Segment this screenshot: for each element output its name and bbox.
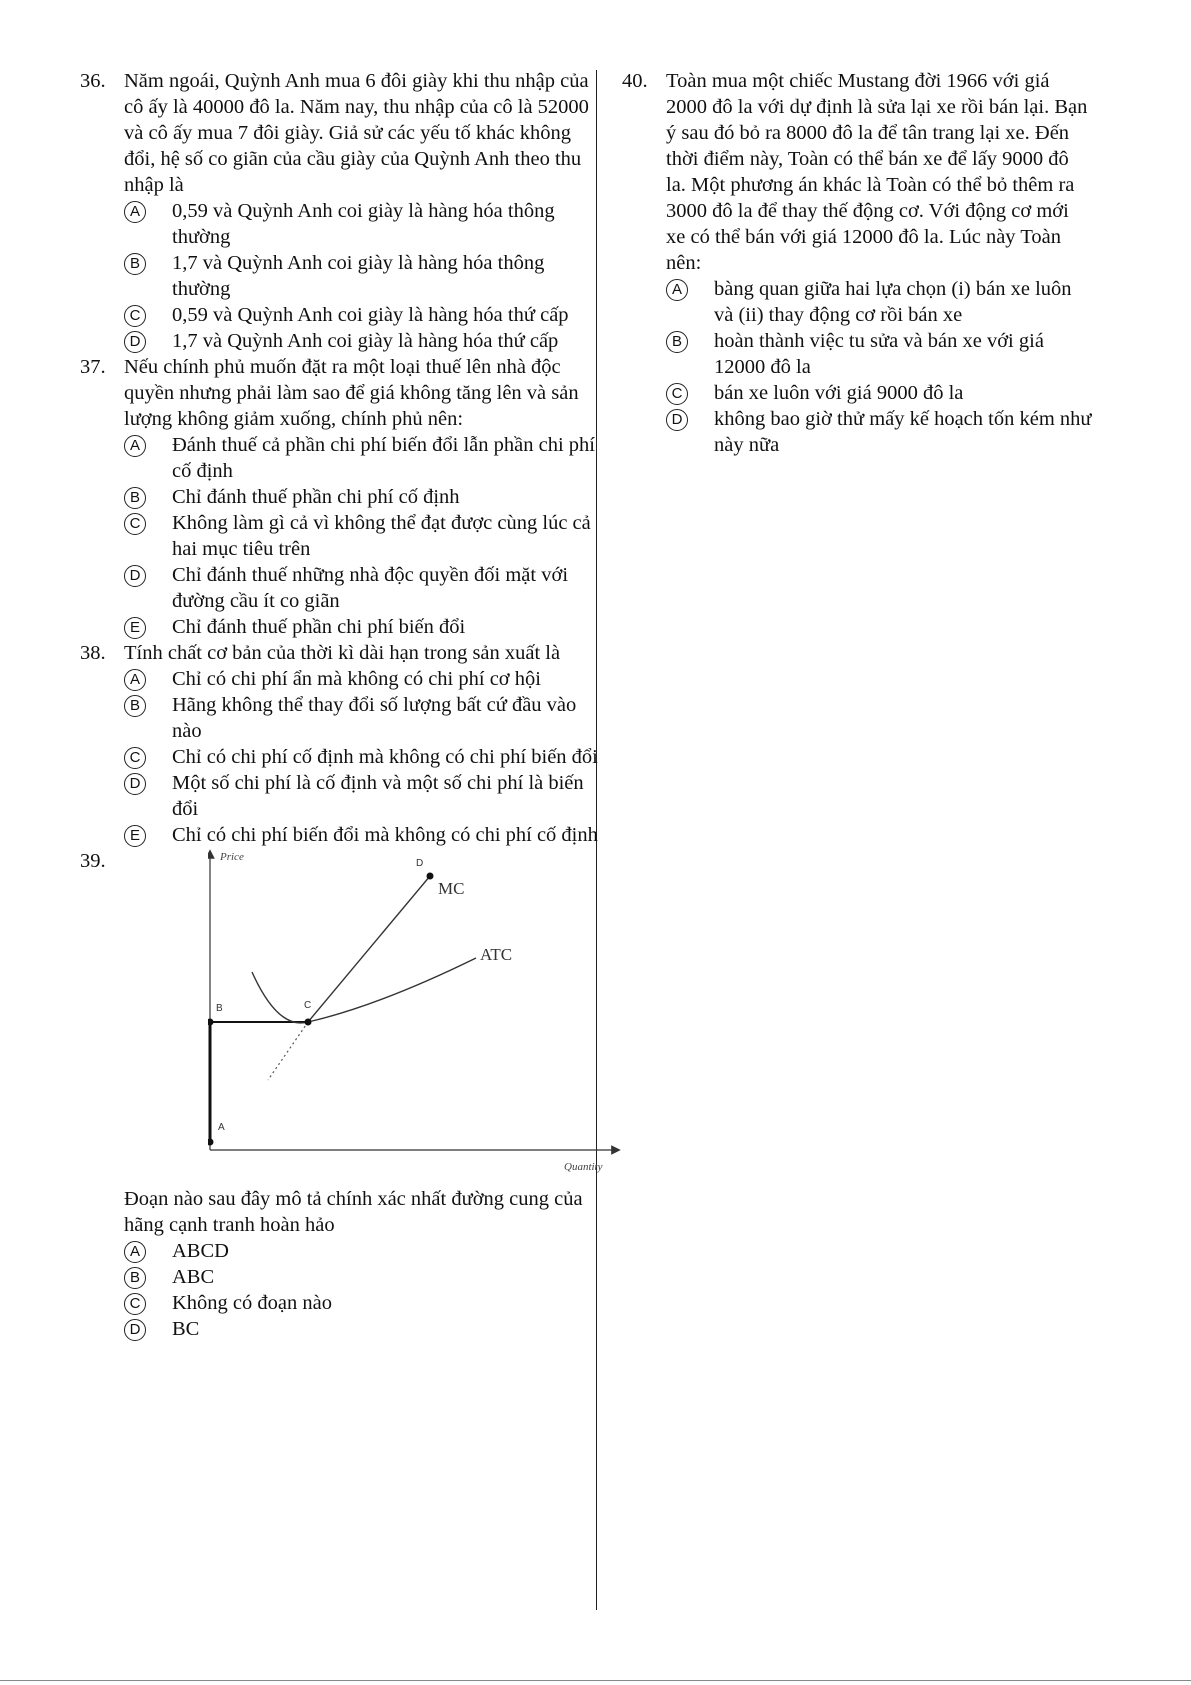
option-text: Một số chi phí là cố định và một số chi phí là biến đổi <box>172 772 584 820</box>
option-text: hoàn thành việc tu sửa và bán xe với giá 12000 đô la <box>714 330 1044 378</box>
mc-dotted-extension <box>268 1022 308 1080</box>
option-text: ABC <box>172 1266 215 1288</box>
option-text: 0,59 và Quỳnh Anh coi giày là hàng hóa thứ cấp <box>172 304 569 326</box>
question-text: Tính chất cơ bản của thời kì dài hạn trong sản xuất là <box>124 642 561 664</box>
option-text: Hãng không thể thay đổi số lượng bất cứ đầu vào nào <box>172 694 577 742</box>
option-d[interactable] <box>666 406 1092 458</box>
point-b <box>208 1019 214 1026</box>
option-d[interactable] <box>124 562 600 614</box>
question-number: 40. <box>622 70 648 92</box>
label-atc: ATC <box>480 945 513 964</box>
label-c: C <box>304 1000 312 1011</box>
cost-curve-chart <box>124 848 603 1178</box>
footer-rule <box>0 1680 1191 1681</box>
option-b[interactable] <box>124 250 600 302</box>
option-letter: E <box>124 617 146 639</box>
question-text-wrap <box>124 1186 600 1342</box>
option-letter: B <box>124 695 146 717</box>
option-text: Chỉ có chi phí cố định mà không có chi phí biến đổi <box>172 746 598 768</box>
label-d: D <box>416 858 424 869</box>
option-c[interactable] <box>124 744 600 770</box>
option-letter: B <box>124 1267 146 1289</box>
point-d <box>427 873 434 880</box>
option-text: Không có đoạn nào <box>172 1292 332 1314</box>
option-letter: E <box>124 825 146 847</box>
option-text: Chỉ đánh thuế phần chi phí biến đổi <box>172 616 466 638</box>
option-letter: C <box>124 747 146 769</box>
option-letter: D <box>124 331 146 353</box>
question-number: 37. <box>80 356 106 378</box>
question-number: 39. <box>80 850 106 872</box>
option-a[interactable] <box>124 666 600 692</box>
label-mc: MC <box>438 879 465 898</box>
question-text: Năm ngoái, Quỳnh Anh mua 6 đôi giày khi thu nhập của cô ấy là 40000 đô la. Năm nay, thu nhập của cô là 52000 và cô ấy mua 7 đôi giày. Giả sử các yếu tố khác không đổi, hệ số co giãn của cầu giày của Quỳnh Anh theo thu nhập là <box>124 70 589 196</box>
option-text: Đánh thuế cả phần chi phí biến đổi lẫn phần chi phí cố định <box>172 434 595 482</box>
label-b: B <box>216 1003 223 1014</box>
option-text: 0,59 và Quỳnh Anh coi giày là hàng hóa thông thường <box>172 200 555 248</box>
option-c[interactable] <box>124 302 600 328</box>
right-column <box>622 68 1092 458</box>
question-40 <box>622 68 1092 458</box>
question-text: Đoạn nào sau đây mô tả chính xác nhất đường cung của hãng cạnh tranh hoàn hảo <box>124 1188 583 1236</box>
atc-curve <box>252 958 476 1023</box>
option-d[interactable] <box>124 1316 600 1342</box>
option-letter: D <box>124 565 146 587</box>
option-letter: A <box>124 669 146 691</box>
option-d[interactable] <box>124 770 600 822</box>
option-b[interactable] <box>124 484 600 510</box>
option-letter: B <box>666 331 688 353</box>
option-e[interactable] <box>124 822 600 848</box>
option-a[interactable] <box>666 276 1092 328</box>
question-38 <box>80 640 600 848</box>
question-37 <box>80 354 600 640</box>
question-number: 36. <box>80 70 106 92</box>
option-letter: A <box>666 279 688 301</box>
option-letter: B <box>124 253 146 275</box>
option-text: không bao giờ thử mấy kế hoạch tốn kém như này nữa <box>714 408 1092 456</box>
option-text: Không làm gì cả vì không thể đạt được cùng lúc cả hai mục tiêu trên <box>172 512 591 560</box>
question-text: Toàn mua một chiếc Mustang đời 1966 với giá 2000 đô la với dự định là sửa lại xe rồi bán lại. Bạn ý sau đó bỏ ra 8000 đô la để tân trang lại xe. Đến thời điểm này, Toàn có thể bán xe để lấy 9000 đô la. Một phương án khác là Toàn có thể bỏ thêm ra 3000 đô la để thay thế động cơ. Với động cơ mới xe có thể bán với giá 12000 đô la. Lúc này Toàn nên: <box>666 70 1088 274</box>
option-letter: A <box>124 435 146 457</box>
x-axis-label: Quantity <box>564 1161 603 1173</box>
option-a[interactable] <box>124 1238 600 1264</box>
option-b[interactable] <box>666 328 1092 380</box>
option-b[interactable] <box>124 1264 600 1290</box>
option-text: BC <box>172 1318 200 1340</box>
option-letter: C <box>124 305 146 327</box>
option-text: bàng quan giữa hai lựa chọn (i) bán xe luôn và (ii) thay động cơ rồi bán xe <box>714 278 1072 326</box>
option-a[interactable] <box>124 198 600 250</box>
option-e[interactable] <box>124 614 600 640</box>
option-c[interactable] <box>124 510 600 562</box>
option-text: 1,7 và Quỳnh Anh coi giày là hàng hóa thông thường <box>172 252 545 300</box>
option-text: 1,7 và Quỳnh Anh coi giày là hàng hóa thứ cấp <box>172 330 559 352</box>
option-text: Chỉ có chi phí biến đổi mà không có chi phí cố định <box>172 824 598 846</box>
left-column <box>80 68 603 1342</box>
option-letter: B <box>124 487 146 509</box>
option-d[interactable] <box>124 328 600 354</box>
question-36 <box>80 68 600 354</box>
option-letter: D <box>666 409 688 431</box>
question-number: 38. <box>80 642 106 664</box>
option-text: Chỉ có chi phí ẩn mà không có chi phí cơ hội <box>172 668 541 690</box>
question-39 <box>80 848 603 1342</box>
option-letter: C <box>124 513 146 535</box>
option-letter: D <box>124 1319 146 1341</box>
option-text: Chỉ đánh thuế những nhà độc quyền đối mặt với đường cầu ít co giãn <box>172 564 569 612</box>
option-letter: A <box>124 1241 146 1263</box>
y-axis-label: Price <box>220 851 244 863</box>
cost-curve-svg <box>208 848 628 1176</box>
option-b[interactable] <box>124 692 600 744</box>
option-letter: C <box>124 1293 146 1315</box>
question-text: Nếu chính phủ muốn đặt ra một loại thuế lên nhà độc quyền nhưng phải làm sao để giá không tăng lên và sản lượng không giảm xuống, chính phủ nên: <box>124 356 579 430</box>
option-a[interactable] <box>124 432 600 484</box>
option-c[interactable] <box>666 380 1092 406</box>
option-letter: D <box>124 773 146 795</box>
point-a <box>208 1139 214 1146</box>
option-letter: C <box>666 383 688 405</box>
option-text: ABCD <box>172 1240 229 1262</box>
option-text: bán xe luôn với giá 9000 đô la <box>714 382 964 404</box>
mc-curve <box>308 876 430 1022</box>
point-c <box>305 1019 312 1026</box>
option-c[interactable] <box>124 1290 600 1316</box>
option-letter: A <box>124 201 146 223</box>
option-text: Chỉ đánh thuế phần chi phí cố định <box>172 486 460 508</box>
label-a: A <box>218 1122 225 1133</box>
